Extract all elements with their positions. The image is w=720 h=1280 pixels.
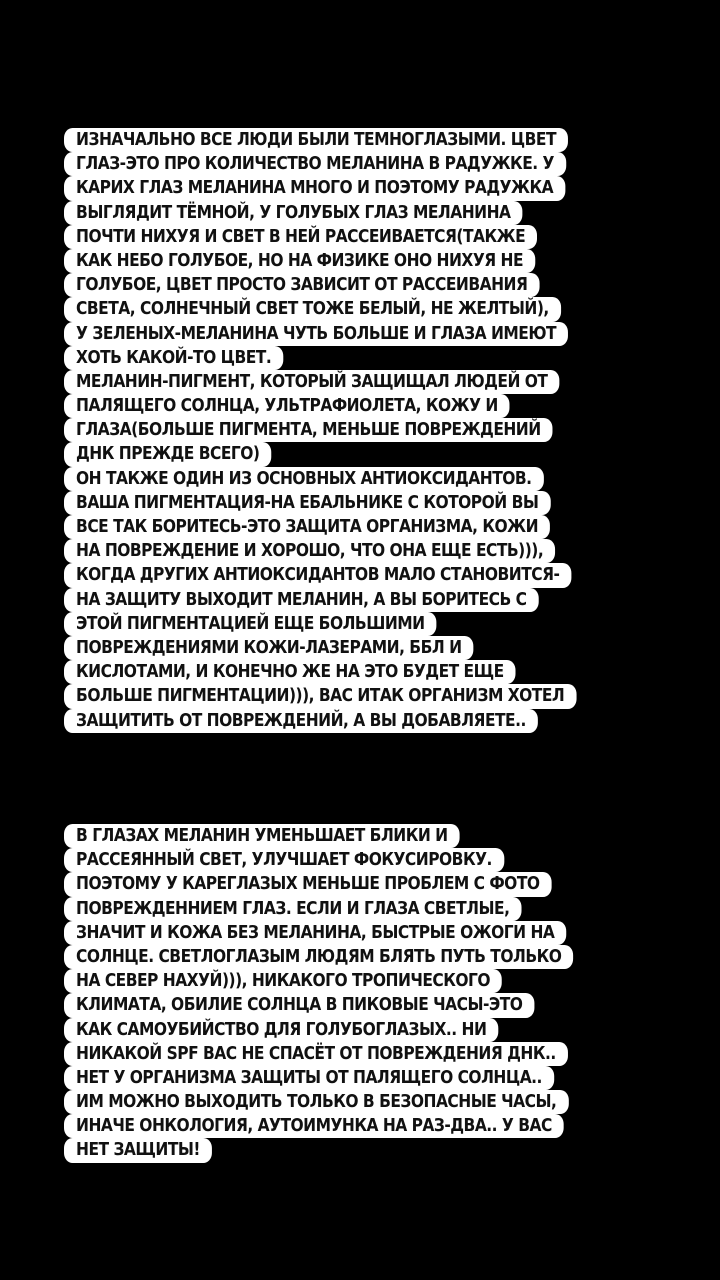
text-line: ГЛАЗ-ЭТО ПРО КОЛИЧЕСТВО МЕЛАНИНА В РАДУЖКЕ. У — [64, 152, 566, 176]
text-line: ИЗНАЧАЛЬНО ВСЕ ЛЮДИ БЫЛИ ТЕМНОГЛАЗЫМИ. ЦВЕТ — [64, 128, 568, 152]
text-line: СВЕТА, СОЛНЕЧНЫЙ СВЕТ ТОЖЕ БЕЛЫЙ, НЕ ЖЕЛТЫЙ), — [64, 297, 561, 321]
text-line: ЗНАЧИТ И КОЖА БЕЗ МЕЛАНИНА, БЫСТРЫЕ ОЖОГИ НА — [64, 921, 566, 945]
text-line: КАК САМОУБИЙСТВО ДЛЯ ГОЛУБОГЛАЗЫХ.. НИ — [64, 1018, 498, 1042]
text-line: НА ПОВРЕЖДЕНИЕ И ХОРОШО, ЧТО ОНА ЕЩЕ ЕСТЬ))), — [64, 539, 555, 563]
text-block-melanin-intro — [64, 128, 696, 733]
text-line: ХОТЬ КАКОЙ-ТО ЦВЕТ. — [64, 346, 283, 370]
text-line: СОЛНЦЕ. СВЕТЛОГЛАЗЫМ ЛЮДЯМ БЛЯТЬ ПУТЬ ТОЛЬКО — [64, 945, 573, 969]
text-line: ГЛАЗА(БОЛЬШЕ ПИГМЕНТА, МЕНЬШЕ ПОВРЕЖДЕНИЙ — [64, 418, 553, 442]
text-line: РАССЕЯННЫЙ СВЕТ, УЛУЧШАЕТ ФОКУСИРОВКУ. — [64, 848, 504, 872]
text-line: МЕЛАНИН-ПИГМЕНТ, КОТОРЫЙ ЗАЩИЩАЛ ЛЮДЕЙ ОТ — [64, 370, 559, 394]
text-line: ПАЛЯЩЕГО СОЛНЦА, УЛЬТРАФИОЛЕТА, КОЖУ И — [64, 394, 510, 418]
text-line: ЭТОЙ ПИГМЕНТАЦИЕЙ ЕЩЕ БОЛЬШИМИ — [64, 612, 437, 636]
text-line: ИМ МОЖНО ВЫХОДИТЬ ТОЛЬКО В БЕЗОПАСНЫЕ ЧАСЫ, — [64, 1090, 568, 1114]
text-line: КОГДА ДРУГИХ АНТИОКСИДАНТОВ МАЛО СТАНОВИТСЯ- — [64, 563, 571, 587]
text-line: ИНАЧЕ ОНКОЛОГИЯ, АУТОИМУНКА НА РАЗ-ДВА.. У ВАС — [64, 1114, 564, 1138]
text-line: НЕТ ЗАЩИТЫ! — [64, 1138, 212, 1162]
text-line: КАК НЕБО ГОЛУБОЕ, НО НА ФИЗИКЕ ОНО НИХУЯ НЕ — [64, 249, 535, 273]
text-line: НИКАКОЙ SPF ВАС НЕ СПАСЁТ ОТ ПОВРЕЖДЕНИЯ ДНК.. — [64, 1042, 568, 1066]
text-line: ПОВРЕЖДЕНИЯМИ КОЖИ-ЛАЗЕРАМИ, ББЛ И — [64, 636, 474, 660]
text-line: НА СЕВЕР НАХУЙ))), НИКАКОГО ТРОПИЧЕСКОГО — [64, 969, 502, 993]
text-line: ГОЛУБОЕ, ЦВЕТ ПРОСТО ЗАВИСИТ ОТ РАССЕИВАНИЯ — [64, 273, 539, 297]
text-line: КАРИХ ГЛАЗ МЕЛАНИНА МНОГО И ПОЭТОМУ РАДУЖКА — [64, 176, 565, 200]
text-line: ЗАЩИТИТЬ ОТ ПОВРЕЖДЕНИЙ, А ВЫ ДОБАВЛЯЕТЕ.. — [64, 709, 538, 733]
text-line: У ЗЕЛЕНЫХ-МЕЛАНИНА ЧУТЬ БОЛЬШЕ И ГЛАЗА ИМЕЮТ — [64, 322, 568, 346]
text-block-eyes-melanin — [64, 824, 696, 1163]
text-line: ДНК ПРЕЖДЕ ВСЕГО) — [64, 442, 272, 466]
text-line: КИСЛОТАМИ, И КОНЕЧНО ЖЕ НА ЭТО БУДЕТ ЕЩЕ — [64, 660, 516, 684]
text-line: ПОЭТОМУ У КАРЕГЛАЗЫХ МЕНЬШЕ ПРОБЛЕМ С ФОТО — [64, 872, 552, 896]
text-line: ОН ТАКЖЕ ОДИН ИЗ ОСНОВНЫХ АНТИОКСИДАНТОВ. — [64, 467, 544, 491]
text-line: В ГЛАЗАХ МЕЛАНИН УМЕНЬШАЕТ БЛИКИ И — [64, 824, 460, 848]
text-line: ВАША ПИГМЕНТАЦИЯ-НА ЕБАЛЬНИКЕ С КОТОРОЙ ВЫ — [64, 491, 550, 515]
text-line: БОЛЬШЕ ПИГМЕНТАЦИИ))), ВАС ИТАК ОРГАНИЗМ ХОТЕЛ — [64, 684, 576, 708]
text-line: НА ЗАЩИТУ ВЫХОДИТ МЕЛАНИН, А ВЫ БОРИТЕСЬ С — [64, 588, 539, 612]
text-line: НЕТ У ОРГАНИЗМА ЗАЩИТЫ ОТ ПАЛЯЩЕГО СОЛНЦА.. — [64, 1066, 554, 1090]
text-line: ПОЧТИ НИХУЯ И СВЕТ В НЕЙ РАССЕИВАЕТСЯ(ТАКЖЕ — [64, 225, 537, 249]
text-line: ВСЕ ТАК БОРИТЕСЬ-ЭТО ЗАЩИТА ОРГАНИЗМА, КОЖИ — [64, 515, 550, 539]
text-line: КЛИМАТА, ОБИЛИЕ СОЛНЦА В ПИКОВЫЕ ЧАСЫ-ЭТО — [64, 993, 534, 1017]
text-line: ВЫГЛЯДИТ ТЁМНОЙ, У ГОЛУБЫХ ГЛАЗ МЕЛАНИНА — [64, 201, 523, 225]
text-line: ПОВРЕЖДЕННИЕМ ГЛАЗ. ЕСЛИ И ГЛАЗА СВЕТЛЫЕ, — [64, 897, 521, 921]
